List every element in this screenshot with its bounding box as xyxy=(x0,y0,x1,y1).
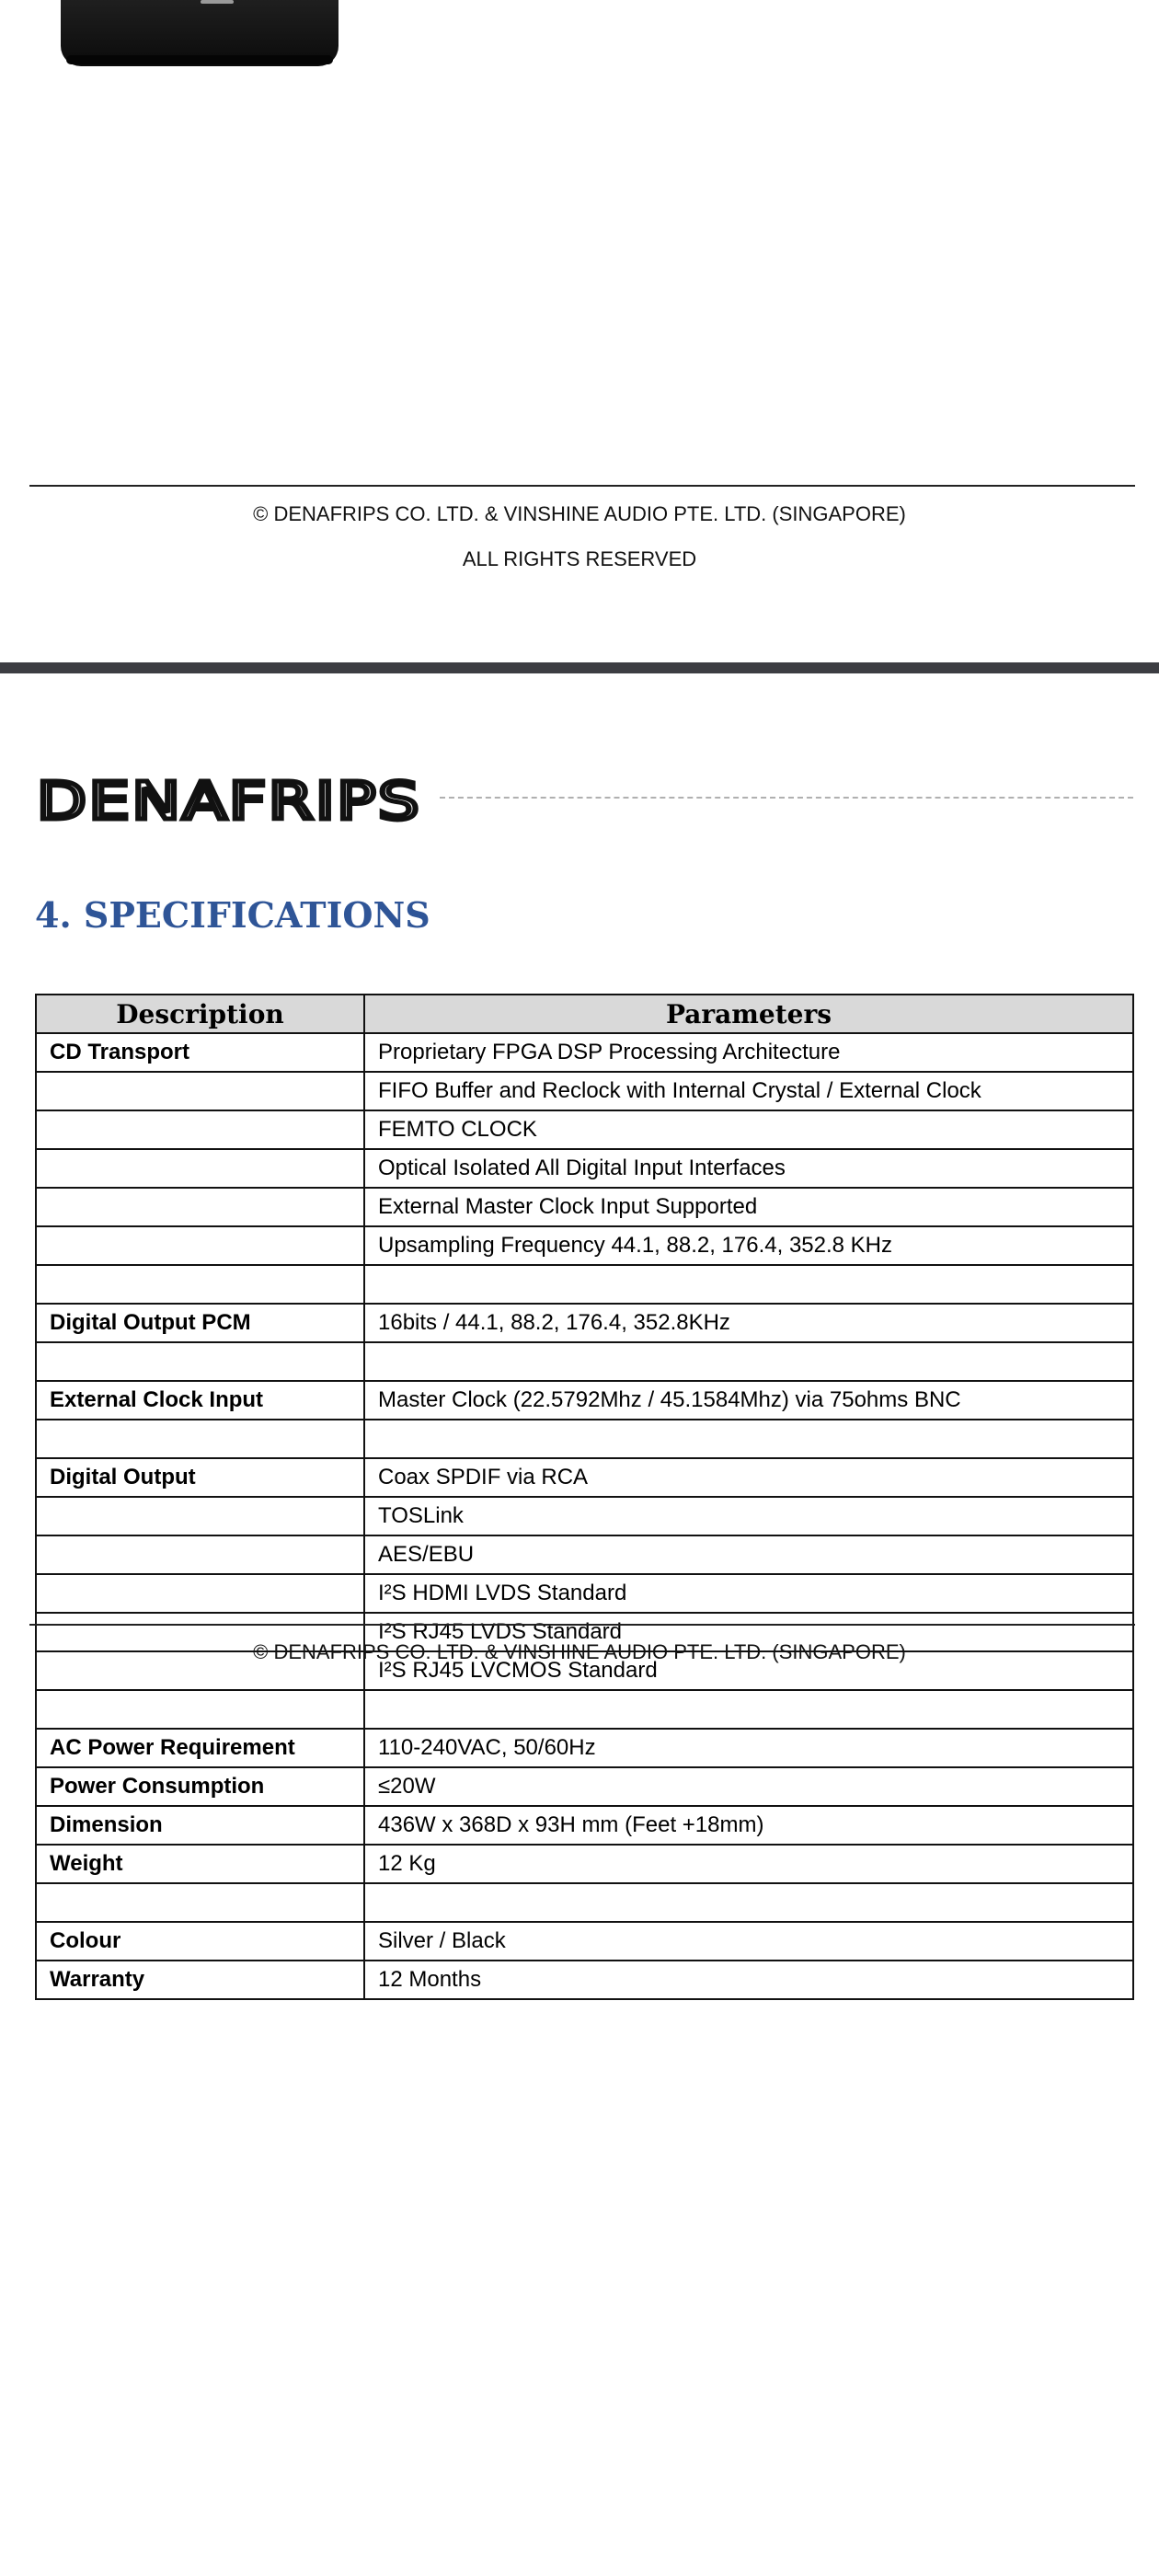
spec-parameter-cell: Proprietary FPGA DSP Processing Architecture xyxy=(364,1033,1133,1072)
spec-description-cell xyxy=(36,1535,364,1574)
spec-parameter-cell: 12 Months xyxy=(364,1961,1133,1999)
spec-parameter-cell: Upsampling Frequency 44.1, 88.2, 176.4, 352.8 KHz xyxy=(364,1226,1133,1265)
spec-parameter-cell xyxy=(364,1690,1133,1729)
spec-description-cell: Warranty xyxy=(36,1961,364,1999)
table-row xyxy=(36,1961,1133,1999)
spec-parameter-cell xyxy=(364,1342,1133,1381)
spec-description-cell xyxy=(36,1226,364,1265)
table-row xyxy=(36,1458,1133,1497)
spec-parameter-cell: External Master Clock Input Supported xyxy=(364,1188,1133,1226)
table-header-row xyxy=(36,995,1133,1033)
spec-description-cell xyxy=(36,1188,364,1226)
spec-parameter-cell: FEMTO CLOCK xyxy=(364,1110,1133,1149)
spec-description-cell xyxy=(36,1497,364,1535)
footer-divider-2 xyxy=(29,1624,1135,1626)
spec-parameter-cell: ≤20W xyxy=(364,1767,1133,1806)
footer-divider xyxy=(29,485,1135,487)
spec-description-cell xyxy=(36,1110,364,1149)
table-row xyxy=(36,1690,1133,1729)
table-row xyxy=(36,1265,1133,1304)
spec-parameter-cell: 436W x 368D x 93H mm (Feet +18mm) xyxy=(364,1806,1133,1845)
table-row xyxy=(36,1574,1133,1613)
spec-description-cell: CD Transport xyxy=(36,1033,364,1072)
table-row xyxy=(36,1845,1133,1883)
table-row xyxy=(36,1033,1133,1072)
spec-description-cell xyxy=(36,1072,364,1110)
table-row xyxy=(36,1188,1133,1226)
spec-description-cell: Dimension xyxy=(36,1806,364,1845)
footer-copyright: © DENAFRIPS CO. LTD. & VINSHINE AUDIO PTE. LTD. (SINGAPORE) xyxy=(253,502,906,525)
table-row xyxy=(36,1535,1133,1574)
spec-parameter-cell: Optical Isolated All Digital Input Interfaces xyxy=(364,1149,1133,1188)
table-row xyxy=(36,1304,1133,1342)
spec-parameter-cell xyxy=(364,1420,1133,1458)
spec-description-cell: Power Consumption xyxy=(36,1767,364,1806)
spec-description-cell: Weight xyxy=(36,1845,364,1883)
spec-description-cell xyxy=(36,1342,364,1381)
spec-description-cell: AC Power Requirement xyxy=(36,1729,364,1767)
brand-logo-text: DENAFRIPS xyxy=(37,775,421,830)
spec-description-cell xyxy=(36,1574,364,1613)
table-row xyxy=(36,1226,1133,1265)
spec-description-cell: External Clock Input xyxy=(36,1381,364,1420)
spec-parameter-cell: AES/EBU xyxy=(364,1535,1133,1574)
column-header-description: Description xyxy=(36,995,364,1033)
spec-parameter-cell: I²S RJ45 LVDS Standard xyxy=(364,1613,1133,1651)
spec-parameter-cell: 12 Kg xyxy=(364,1845,1133,1883)
table-row xyxy=(36,1497,1133,1535)
table-row xyxy=(36,1883,1133,1922)
spec-parameter-cell: I²S HDMI LVDS Standard xyxy=(364,1574,1133,1613)
table-row xyxy=(36,1149,1133,1188)
specifications-table xyxy=(35,994,1134,2000)
footer-copyright-2: © DENAFRIPS CO. LTD. & VINSHINE AUDIO PTE. LTD. (SINGAPORE) xyxy=(253,1640,906,1663)
table-row xyxy=(36,1420,1133,1458)
table-row xyxy=(36,1922,1133,1961)
table-row xyxy=(36,1806,1133,1845)
product-photo xyxy=(57,0,346,70)
spec-parameter-cell: FIFO Buffer and Reclock with Internal Crystal / External Clock xyxy=(364,1072,1133,1110)
spec-parameter-cell: Silver / Black xyxy=(364,1922,1133,1961)
spec-description-cell xyxy=(36,1883,364,1922)
spec-description-cell xyxy=(36,1149,364,1188)
table-body xyxy=(36,1033,1133,1999)
brand-logo xyxy=(37,775,423,830)
specifications-page xyxy=(0,673,1159,2576)
spec-parameter-cell: 16bits / 44.1, 88.2, 176.4, 352.8KHz xyxy=(364,1304,1133,1342)
table-row xyxy=(36,1342,1133,1381)
spec-parameter-cell xyxy=(364,1265,1133,1304)
spec-description-cell xyxy=(36,1420,364,1458)
footer-rights: ALL RIGHTS RESERVED xyxy=(462,547,697,570)
column-header-parameters: Parameters xyxy=(364,995,1133,1033)
spec-parameter-cell xyxy=(364,1883,1133,1922)
spec-parameter-cell: Master Clock (22.5792Mhz / 45.1584Mhz) via 75ohms BNC xyxy=(364,1381,1133,1420)
spec-description-cell: Digital Output PCM xyxy=(36,1304,364,1342)
table-row xyxy=(36,1110,1133,1149)
header-dashed-rule xyxy=(440,797,1133,799)
section-title: 4. SPECIFICATIONS xyxy=(35,894,430,936)
spec-parameter-cell: I²S RJ45 LVCMOS Standard xyxy=(364,1651,1133,1690)
table-row xyxy=(36,1767,1133,1806)
previous-page xyxy=(0,0,1159,662)
page-separator xyxy=(0,662,1159,673)
table-row xyxy=(36,1729,1133,1767)
spec-parameter-cell: TOSLink xyxy=(364,1497,1133,1535)
spec-description-cell: Digital Output xyxy=(36,1458,364,1497)
spec-description-cell: Colour xyxy=(36,1922,364,1961)
table-row xyxy=(36,1072,1133,1110)
spec-description-cell xyxy=(36,1690,364,1729)
table-row xyxy=(36,1381,1133,1420)
spec-parameter-cell: Coax SPDIF via RCA xyxy=(364,1458,1133,1497)
spec-description-cell xyxy=(36,1265,364,1304)
spec-parameter-cell: 110-240VAC, 50/60Hz xyxy=(364,1729,1133,1767)
